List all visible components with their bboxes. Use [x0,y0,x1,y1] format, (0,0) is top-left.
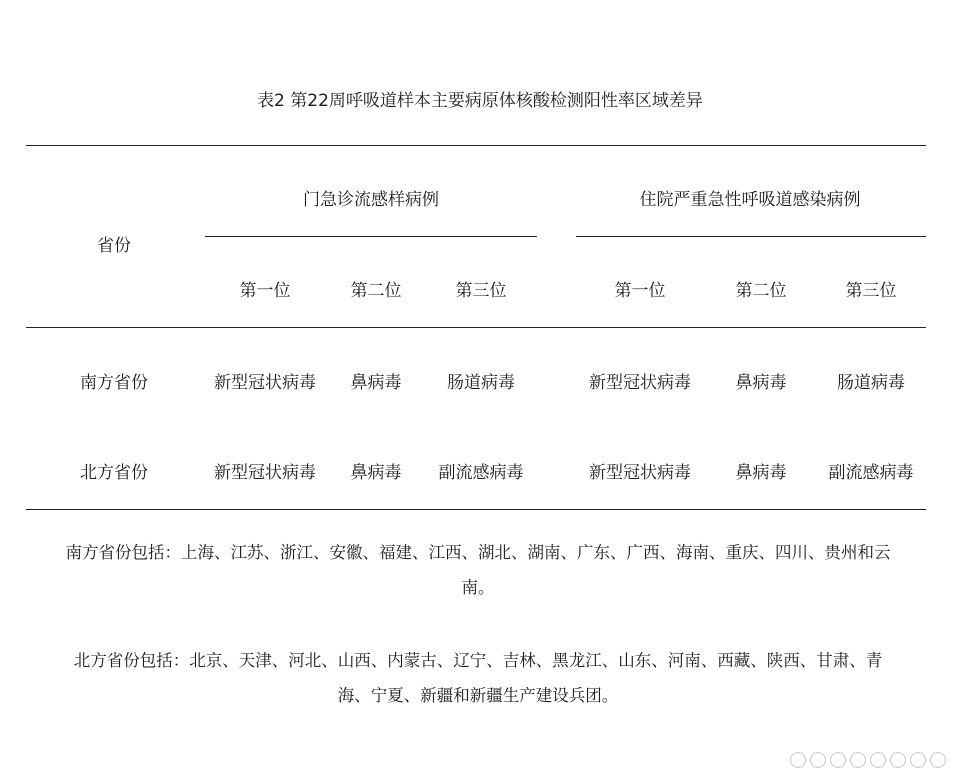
table-cell-south-outpatient-1: 新型冠状病毒 [214,373,316,393]
table-cell-south-outpatient-2: 鼻病毒 [350,373,402,393]
table-cell-north-outpatient-3: 副流感病毒 [438,463,524,483]
table-cell-north-outpatient-2: 鼻病毒 [350,463,402,483]
note-south-provinces [26,535,930,605]
group-rule-outpatient [205,236,537,237]
table-cell-north-inpatient-1: 新型冠状病毒 [589,463,691,483]
table-cell-south-outpatient-3: 肠道病毒 [447,373,515,393]
group-header-outpatient: 门急诊流感样病例 [303,190,439,210]
top-rule [26,145,926,146]
watermark-dot-icon [890,752,906,768]
watermark-dot-icon [850,752,866,768]
watermark-dot-icon [930,752,946,768]
table-row-north-province: 北方省份 [80,463,148,483]
group-rule-inpatient [576,236,926,237]
note-north-provinces [26,643,930,713]
watermark-dot-icon [870,752,886,768]
group-header-inpatient: 住院严重急性呼吸道感染病例 [639,190,861,210]
watermark-dots [790,752,946,768]
watermark-dot-icon [830,752,846,768]
col-header-outpatient-1: 第一位 [239,281,291,301]
table-cell-south-inpatient-2: 鼻病毒 [735,373,787,393]
table-cell-north-inpatient-2: 鼻病毒 [735,463,787,483]
table-title: 表2 第22周呼吸道样本主要病原体核酸检测阳性率区域差异 [257,91,703,111]
note-south-line-2: 南。 [461,578,495,597]
watermark-dot-icon [810,752,826,768]
col-header-outpatient-3: 第三位 [455,281,507,301]
bottom-rule [26,509,926,510]
col-header-inpatient-1: 第一位 [614,281,666,301]
col-header-inpatient-2: 第二位 [735,281,787,301]
table-cell-south-inpatient-3: 肠道病毒 [837,373,905,393]
header-rule [26,327,926,328]
note-north-line-1: 北方省份包括：北京、天津、河北、山西、内蒙古、辽宁、吉林、黑龙江、山东、河南、西藏、陕西、甘肃、青 [73,651,883,670]
table-cell-north-inpatient-3: 副流感病毒 [828,463,914,483]
table-cell-south-inpatient-1: 新型冠状病毒 [589,373,691,393]
note-north-line-2: 海、宁夏、新疆和新疆生产建设兵团。 [337,686,619,705]
col-header-outpatient-2: 第二位 [350,281,402,301]
col-header-inpatient-3: 第三位 [845,281,897,301]
row-header-province: 省份 [97,236,131,256]
table-cell-north-outpatient-1: 新型冠状病毒 [214,463,316,483]
note-south-line-1: 南方省份包括：上海、江苏、浙江、安徽、福建、江西、湖北、湖南、广东、广西、海南、重庆、四川、贵州和云 [65,543,891,562]
watermark-dot-icon [910,752,926,768]
watermark-dot-icon [790,752,806,768]
table-row-south-province: 南方省份 [80,373,148,393]
